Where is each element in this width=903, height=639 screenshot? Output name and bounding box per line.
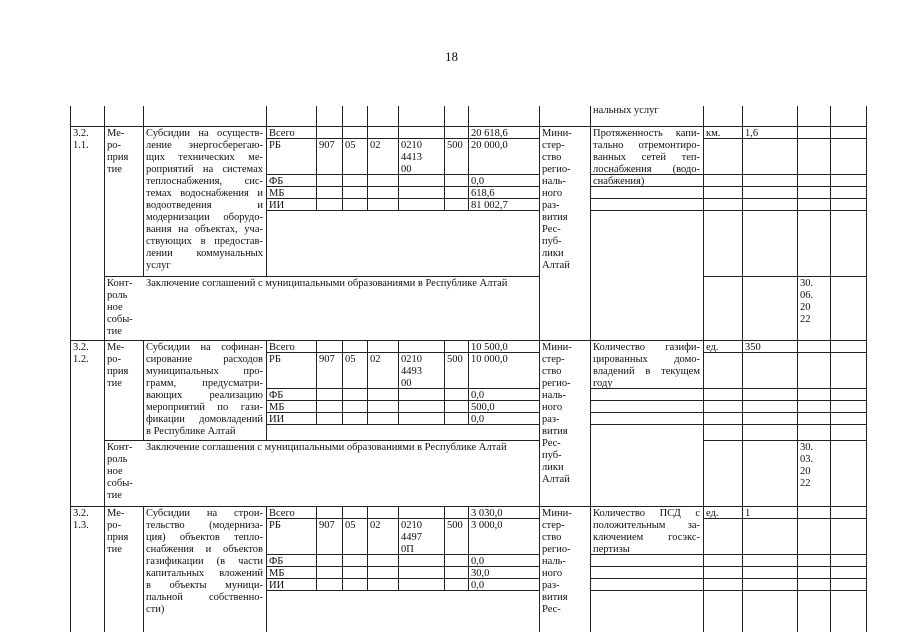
measure-name-line: вающих реализацию xyxy=(146,390,263,401)
grid-line xyxy=(590,554,703,555)
page-number: 18 xyxy=(445,49,458,64)
grid-line xyxy=(866,106,867,126)
grid-line xyxy=(367,340,368,424)
indicator-line: Количество ПСД с xyxy=(593,508,700,519)
measure-name-line: теплоснабжения, сис- xyxy=(146,176,263,187)
executor: раз- xyxy=(542,200,560,211)
amount-all: 3 030,0 xyxy=(471,508,503,519)
grid-line xyxy=(742,126,743,340)
measure-name-line: темах водоснабжения и xyxy=(146,188,263,199)
executor: лики xyxy=(542,462,564,473)
grid-line xyxy=(444,106,445,126)
vr-code: 500 xyxy=(447,520,463,531)
fund-source-fb: ФБ xyxy=(269,176,284,187)
grid-line xyxy=(316,340,317,424)
indicator-line: ключением госэкс- xyxy=(593,532,700,543)
grid-line xyxy=(266,566,539,567)
grid-line xyxy=(830,340,831,506)
grid-line xyxy=(266,590,539,591)
rz-code: 05 xyxy=(345,140,356,151)
indicator-line: цированных домо- xyxy=(593,354,700,365)
grid-line xyxy=(703,340,704,506)
indicator-line: году xyxy=(593,378,613,389)
grid-line xyxy=(266,506,267,632)
grid-line xyxy=(342,126,343,210)
csr-code: 0210 xyxy=(401,354,422,365)
grid-line xyxy=(266,340,539,341)
executor: Рес- xyxy=(542,604,561,615)
csr-code: 0210 xyxy=(401,140,422,151)
grid-line xyxy=(539,276,540,340)
measure-name-line: сирование расходов xyxy=(146,354,263,365)
measure-number: 3.2. xyxy=(73,342,89,353)
grid-line xyxy=(590,388,703,389)
grid-line xyxy=(468,126,469,210)
amount-mb: 618,6 xyxy=(471,188,495,199)
grid-line xyxy=(703,424,866,425)
grid-line xyxy=(398,506,399,590)
amount-ii: 0,0 xyxy=(471,414,485,425)
control-event-kind: Конт- xyxy=(107,442,133,453)
grid-line xyxy=(703,352,866,353)
amount-ii: 0,0 xyxy=(471,580,485,591)
executor: вития xyxy=(542,212,568,223)
control-event-kind: роль xyxy=(107,290,128,301)
fund-source-all: Всего xyxy=(269,508,295,519)
grbs-code: 907 xyxy=(319,140,335,151)
grid-line xyxy=(703,518,866,519)
control-event-date: 06. xyxy=(800,290,814,301)
grid-line xyxy=(703,400,866,401)
indicator-line: тально отремонтиро- xyxy=(593,140,700,151)
grid-line xyxy=(590,186,703,187)
grid-line xyxy=(266,126,539,127)
measure-name-line: Субсидии на осуществ- xyxy=(146,128,263,139)
grid-line xyxy=(143,506,144,632)
csr-code: 0П xyxy=(401,544,414,555)
grid-line xyxy=(342,340,343,424)
measure-name-line: Субсидии на софинан- xyxy=(146,342,263,353)
grid-line xyxy=(590,400,703,401)
grid-line xyxy=(703,578,866,579)
grid-line xyxy=(266,126,267,276)
grid-line xyxy=(70,106,71,126)
grid-line xyxy=(703,126,704,340)
grid-line xyxy=(266,186,539,187)
control-event-date: 30. xyxy=(800,442,814,453)
amount-fb: 0,0 xyxy=(471,176,485,187)
executor: наль- xyxy=(542,556,566,567)
measure-name-line: модернизации оборудо- xyxy=(146,212,263,223)
control-event-date: 30. xyxy=(800,278,814,289)
measure-number: 3.2. xyxy=(73,508,89,519)
vr-code: 500 xyxy=(447,140,463,151)
grid-line xyxy=(266,506,539,507)
indicator-value: 350 xyxy=(745,342,761,353)
pr-code: 02 xyxy=(370,140,381,151)
executor: ного xyxy=(542,188,563,199)
measure-kind: прия xyxy=(107,366,129,377)
control-event-date: 22 xyxy=(800,314,811,325)
grid-line xyxy=(830,506,831,632)
grid-line xyxy=(266,412,539,413)
grid-line xyxy=(590,340,591,506)
grid-line xyxy=(266,106,267,126)
measure-name-line: муниципальных про- xyxy=(146,366,263,377)
measure-name-line: щих технических ме- xyxy=(146,152,263,163)
pr-code: 02 xyxy=(370,520,381,531)
fund-source-ii: ИИ xyxy=(269,414,285,425)
control-event-date: 03. xyxy=(800,454,814,465)
grid-line xyxy=(468,340,469,424)
measure-name-line: ствующих в предостав- xyxy=(146,236,263,247)
control-event-kind: тие xyxy=(107,326,122,337)
grid-line xyxy=(398,340,399,424)
grid-line xyxy=(444,340,445,424)
executor: Алтай xyxy=(542,260,570,271)
executor: регио- xyxy=(542,544,571,555)
executor: ного xyxy=(542,402,563,413)
grid-line xyxy=(70,126,71,340)
grid-line xyxy=(703,210,866,211)
control-event-kind: собы- xyxy=(107,314,133,325)
amount-fb: 0,0 xyxy=(471,390,485,401)
grid-line xyxy=(143,126,144,276)
grid-line xyxy=(398,126,399,210)
fund-source-mb: МБ xyxy=(269,188,285,199)
grid-line xyxy=(266,400,539,401)
executor: стер- xyxy=(542,354,565,365)
grid-line xyxy=(266,424,539,425)
control-event-date: 20 xyxy=(800,466,811,477)
indicator-line: ванных сетей теп- xyxy=(593,152,700,163)
grid-line xyxy=(266,578,539,579)
fund-source-rb: РБ xyxy=(269,354,281,365)
measure-name-line: услуг xyxy=(146,260,171,271)
grid-line xyxy=(70,506,71,632)
grid-line xyxy=(742,506,743,632)
control-event-kind: ное xyxy=(107,466,123,477)
pr-code: 02 xyxy=(370,354,381,365)
measure-kind: ро- xyxy=(107,520,121,531)
fund-source-rb: РБ xyxy=(269,520,281,531)
measure-kind: Ме- xyxy=(107,128,125,139)
control-event-date: 20 xyxy=(800,302,811,313)
measure-kind: прия xyxy=(107,532,129,543)
control-event-kind: тие xyxy=(107,490,122,501)
measure-name-line: водоотведения и xyxy=(146,200,263,211)
fund-source-fb: ФБ xyxy=(269,390,284,401)
vr-code: 500 xyxy=(447,354,463,365)
control-event-text: Заключение соглашений с муниципальными образованиями в Республике Алтай xyxy=(146,278,508,289)
csr-code: 00 xyxy=(401,164,412,175)
measure-name-line: ление энергосберегаю- xyxy=(146,140,263,151)
grid-line xyxy=(539,340,540,440)
grid-line xyxy=(266,198,539,199)
measure-name-line: фикации домовладений xyxy=(146,414,263,425)
measure-kind: тие xyxy=(107,378,122,389)
executor: Рес- xyxy=(542,224,561,235)
grid-line xyxy=(590,578,703,579)
indicator-value: 1,6 xyxy=(745,128,759,139)
csr-code: 4497 xyxy=(401,532,422,543)
measure-kind: прия xyxy=(107,152,129,163)
fund-source-ii: ИИ xyxy=(269,580,285,591)
executor: раз- xyxy=(542,580,560,591)
executor: стер- xyxy=(542,520,565,531)
indicator-line: Количество газифи- xyxy=(593,342,700,353)
measure-name-line: ция) объектов тепло- xyxy=(146,532,263,543)
executor: вития xyxy=(542,426,568,437)
grid-line xyxy=(703,440,866,441)
grid-line xyxy=(703,590,866,591)
csr-code: 0210 xyxy=(401,520,422,531)
grid-line xyxy=(703,566,866,567)
measure-kind: ро- xyxy=(107,354,121,365)
amount-mb: 30,0 xyxy=(471,568,490,579)
measure-kind: ро- xyxy=(107,140,121,151)
indicator-line: снабжения) xyxy=(593,176,645,187)
grid-line xyxy=(590,174,703,175)
grid-line xyxy=(866,506,867,632)
amount-all: 10 500,0 xyxy=(471,342,508,353)
grid-line xyxy=(444,126,445,210)
amount-rb: 20 000,0 xyxy=(471,140,508,151)
executor: пуб- xyxy=(542,450,562,461)
executor: Мини- xyxy=(542,342,572,353)
csr-code: 00 xyxy=(401,378,412,389)
measure-name-line: капитальных вложений xyxy=(146,568,263,579)
grid-line xyxy=(143,340,144,440)
grid-line xyxy=(266,340,267,440)
grid-line xyxy=(70,340,71,506)
measure-name-line: снабжения и объектов xyxy=(146,544,263,555)
grid-line xyxy=(539,126,540,276)
grbs-code: 907 xyxy=(319,354,335,365)
grid-line xyxy=(539,106,540,126)
executor: регио- xyxy=(542,164,571,175)
measure-kind: Ме- xyxy=(107,508,125,519)
amount-fb: 0,0 xyxy=(471,556,485,567)
grid-line xyxy=(104,506,105,632)
fund-source-fb: ФБ xyxy=(269,556,284,567)
indicator-text-continued: нальных услуг xyxy=(593,105,659,116)
grid-line xyxy=(830,126,831,340)
grid-line xyxy=(590,506,591,632)
measure-name-line: пальной собственно- xyxy=(146,592,263,603)
executor: наль- xyxy=(542,390,566,401)
measure-name-line: лении коммунальных xyxy=(146,248,263,259)
amount-rb: 3 000,0 xyxy=(471,520,503,531)
indicator-value: 1 xyxy=(745,508,751,519)
grid-line xyxy=(703,186,866,187)
unit: км. xyxy=(706,128,721,139)
grid-line xyxy=(316,106,317,126)
executor: регио- xyxy=(542,378,571,389)
grid-line xyxy=(703,554,866,555)
grid-line xyxy=(539,506,540,632)
fund-source-all: Всего xyxy=(269,342,295,353)
executor: Мини- xyxy=(542,128,572,139)
indicator-line: положительным за- xyxy=(593,520,700,531)
grid-line xyxy=(797,506,798,632)
unit: ед. xyxy=(706,508,719,519)
measure-name-line: мероприятий по гази- xyxy=(146,402,263,413)
grid-line xyxy=(468,506,469,590)
measure-kind: тие xyxy=(107,164,122,175)
grid-line xyxy=(742,340,743,506)
grid-line xyxy=(590,106,591,126)
grid-line xyxy=(703,276,866,277)
control-event-kind: Конт- xyxy=(107,278,133,289)
control-event-kind: роль xyxy=(107,454,128,465)
measure-name-line: в Республике Алтай xyxy=(146,426,236,437)
grid-line xyxy=(367,506,368,590)
grid-line xyxy=(316,506,317,590)
executor: лики xyxy=(542,248,564,259)
control-event-kind: собы- xyxy=(107,478,133,489)
grid-line xyxy=(830,106,831,126)
grid-line xyxy=(590,590,703,591)
grid-line xyxy=(742,106,743,126)
grid-line xyxy=(444,506,445,590)
grid-line xyxy=(266,210,539,211)
indicator-line: лоснабжения (водо- xyxy=(593,164,700,175)
measure-number: 3.2. xyxy=(73,128,89,139)
measure-name-line: газификации (в части xyxy=(146,556,263,567)
measure-name-line: сти) xyxy=(146,604,165,615)
measure-number: 1.3. xyxy=(73,520,89,531)
executor: наль- xyxy=(542,176,566,187)
executor: раз- xyxy=(542,414,560,425)
executor: ство xyxy=(542,152,562,163)
grid-line xyxy=(367,106,368,126)
grid-line xyxy=(316,126,317,210)
grid-line xyxy=(590,424,703,425)
measure-number: 1.1. xyxy=(73,140,89,151)
grid-line xyxy=(398,106,399,126)
grid-line xyxy=(590,566,703,567)
grid-line xyxy=(703,198,866,199)
grid-line xyxy=(703,412,866,413)
grid-line xyxy=(703,506,704,632)
grid-line xyxy=(590,126,591,340)
fund-source-ii: ИИ xyxy=(269,200,285,211)
grid-line xyxy=(703,388,866,389)
grid-line xyxy=(703,106,704,126)
indicator-line: пертизы xyxy=(593,544,630,555)
executor: Алтай xyxy=(542,474,570,485)
measure-name-line: роприятий на системах xyxy=(146,164,263,175)
executor: ство xyxy=(542,532,562,543)
measure-kind: тие xyxy=(107,544,122,555)
grid-line xyxy=(703,138,866,139)
executor: ного xyxy=(542,568,563,579)
grid-line xyxy=(866,126,867,340)
executor: ство xyxy=(542,366,562,377)
fund-source-mb: МБ xyxy=(269,568,285,579)
grid-line xyxy=(590,198,703,199)
grid-line xyxy=(539,440,540,506)
measure-name-line: Субсидии на строи- xyxy=(146,508,263,519)
amount-ii: 81 002,7 xyxy=(471,200,508,211)
grid-line xyxy=(367,126,368,210)
csr-code: 4413 xyxy=(401,152,422,163)
grid-line xyxy=(104,106,105,126)
control-event-text: Заключение соглашения с муниципальными образованиями в Республике Алтай xyxy=(146,442,507,453)
executor: вития xyxy=(542,592,568,603)
grid-line xyxy=(590,412,703,413)
grid-line xyxy=(797,106,798,126)
fund-source-all: Всего xyxy=(269,128,295,139)
indicator-line: владений в текущем xyxy=(593,366,700,377)
measure-kind: Ме- xyxy=(107,342,125,353)
measure-name-line: вания на объектах, уча- xyxy=(146,224,263,235)
unit: ед. xyxy=(706,342,719,353)
grbs-code: 907 xyxy=(319,520,335,531)
executor: Рес- xyxy=(542,438,561,449)
fund-source-mb: МБ xyxy=(269,402,285,413)
grid-line xyxy=(342,506,343,590)
grid-line xyxy=(143,106,144,126)
executor: Мини- xyxy=(542,508,572,519)
measure-name-line: в объекты муници- xyxy=(146,580,263,591)
amount-rb: 10 000,0 xyxy=(471,354,508,365)
control-event-kind: ное xyxy=(107,302,123,313)
grid-line xyxy=(703,174,866,175)
measure-name-line: грамм, предусматри- xyxy=(146,378,263,389)
executor: пуб- xyxy=(542,236,562,247)
grid-line xyxy=(590,210,703,211)
measure-name-line: тельство (модерниза- xyxy=(146,520,263,531)
amount-mb: 500,0 xyxy=(471,402,495,413)
fund-source-rb: РБ xyxy=(269,140,281,151)
indicator-line: Протяженность капи- xyxy=(593,128,700,139)
grid-line xyxy=(342,106,343,126)
grid-line xyxy=(866,340,867,506)
control-event-date: 22 xyxy=(800,478,811,489)
executor: стер- xyxy=(542,140,565,151)
amount-all: 20 618,6 xyxy=(471,128,508,139)
rz-code: 05 xyxy=(345,354,356,365)
measure-number: 1.2. xyxy=(73,354,89,365)
grid-line xyxy=(468,106,469,126)
csr-code: 4493 xyxy=(401,366,422,377)
rz-code: 05 xyxy=(345,520,356,531)
